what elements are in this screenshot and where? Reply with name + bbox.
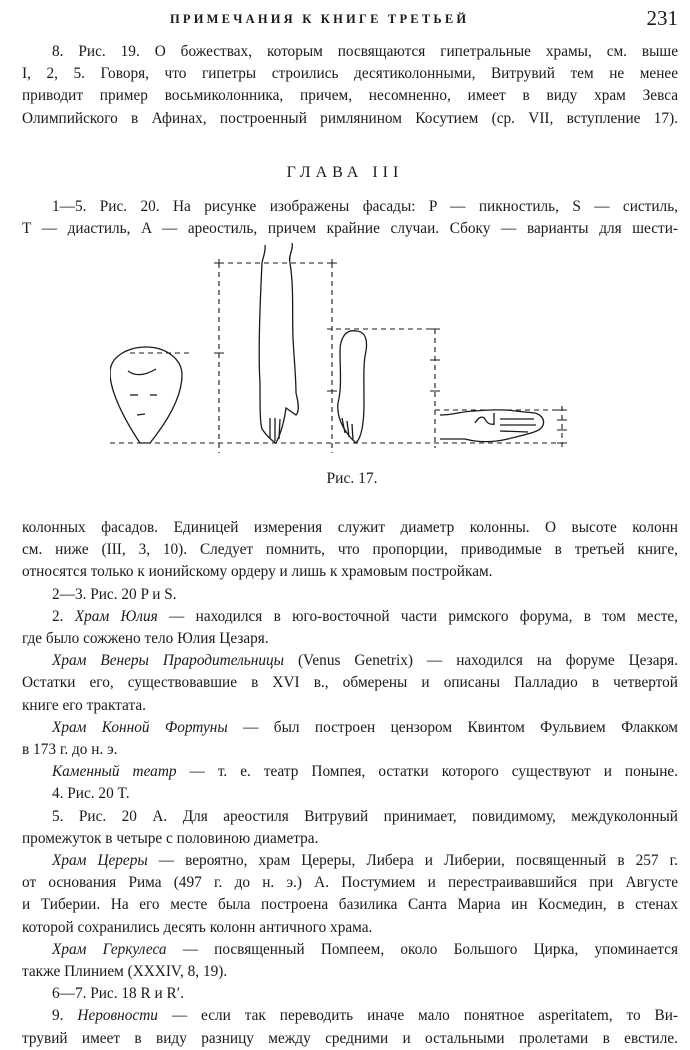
text-line: в 173 г. до н. э. [22, 741, 118, 759]
text-line: колонных фасадов. Единицей измерения служит диаметр колонны. О высоте колонн [22, 519, 678, 536]
text-line: относятся только к ионийскому ордеру и лишь к храмовым постройкам. [22, 563, 493, 581]
text-line: Остатки его, существовавшие в XVI в., обмерены и описаны Палладио в четвертой [22, 674, 678, 692]
term: Храм Венеры Прародительницы [52, 652, 284, 670]
running-title: ПРИМЕЧАНИЯ К КНИГЕ ТРЕТЬЕЙ [170, 12, 470, 26]
text-line: также Плинием (XXXIV, 8, 19). [22, 963, 228, 981]
text-line: приводит пример восьмиколонника, причем, несомненно, имеет в виду храм Зевса [22, 87, 678, 105]
note-1-5 [22, 196, 678, 240]
note-6-7: 6—7. Рис. 18 R и R′. [52, 985, 184, 1003]
text-line: где было сожжено тело Юлия Цезаря. [22, 630, 269, 648]
note-4: 4. Рис. 20 T. [52, 785, 130, 803]
note-1-5-continued [22, 517, 678, 1050]
text-line: 8. Рис. 19. О божествах, которым посвящаются гипетральные храмы, см. выше [52, 43, 678, 60]
figure-caption: Рис. 17. [326, 470, 378, 487]
term: Храм Юлия [74, 607, 158, 625]
figure-17-proportions [110, 243, 570, 465]
text-line: Олимпийского в Афинах, построенный римлянином Косутием (ср. VII, вступление 17). [22, 109, 678, 127]
term: Храм Геркулеса [52, 940, 167, 958]
note-9-line: 9. Неровности — если так переводить иначе мало понятное asperitatem, то Ви- [52, 1007, 679, 1025]
tick-marks [214, 259, 567, 443]
term: Храм Конной Фортуны [52, 718, 228, 736]
hand-drawing [440, 410, 544, 442]
term: Неровности [77, 1007, 158, 1025]
text-line: и Тиберии. На его месте была построена базилика Санта Мариа ин Космедин, в стенах [22, 896, 678, 914]
text-line: 5. Рис. 20 A. Для ареостиля Витрувий принимает, повидимому, междуколонный [52, 807, 678, 825]
text-line: I, 2, 5. Говоря, что гипетры строились десятиколонными, Витрувий тем не менее [22, 65, 678, 83]
text-line: см. ниже (III, 3, 10). Следует помнить, что пропорции, приводимые в третьей книге, [22, 541, 678, 559]
term: Каменный театр [52, 763, 177, 781]
text-line: промежуток в четыре с половиною диаметра. [22, 829, 319, 847]
theatre-line: Каменный театр — т. е. театр Помпея, остатки которого существуют и поныне. [52, 763, 678, 781]
head-drawing [110, 347, 182, 443]
dashed-guides [110, 263, 565, 453]
text-line: T — диастиль, A — ареостиль, причем крайние случаи. Сбоку — варианты для шести- [22, 220, 678, 238]
page-number: 231 [646, 6, 678, 30]
text-line: которой сохранились десять колонн античного храма. [22, 918, 373, 936]
foot-drawing [338, 331, 367, 443]
text-line: 1—5. Рис. 20. На рисунке изображены фасады: P — пикностиль, S — систиль, [52, 198, 678, 215]
term: Храм Цереры [52, 852, 148, 870]
chapter-title: ГЛАВА III [286, 164, 404, 181]
arm-drawing [259, 243, 298, 443]
hercules-line: Храм Геркулеса — посвященный Помпеем, около Большого Цирка, упоминается [52, 940, 678, 958]
venus-line: Храм Венеры Прародительницы (Venus Genetrix) — находился на форуме Цезаря. [52, 652, 679, 670]
fortuna-line: Храм Конной Фортуны — был построен цензором Квинтом Фульвием Флакком [52, 718, 678, 736]
note-8 [22, 41, 678, 130]
text-line: от основания Рима (497 г. до н. э.) А. Постумием и перестраивавшийся при Августе [22, 874, 678, 892]
note-2-line: 2. Храм Юлия — находился в юго-восточной части римского форума, в том месте, [52, 607, 679, 625]
text-line: трувий имеет в виду разницу между средними и остальными пролетами в евстиле. [22, 1029, 678, 1047]
text-line: книге его трактата. [22, 696, 146, 714]
running-head [0, 6, 690, 32]
ceres-line: Храм Цереры — вероятно, храм Цереры, Либера и Либерии, посвященный в 257 г. [52, 852, 678, 870]
note-2-3: 2—3. Рис. 20 P и S. [52, 585, 177, 603]
